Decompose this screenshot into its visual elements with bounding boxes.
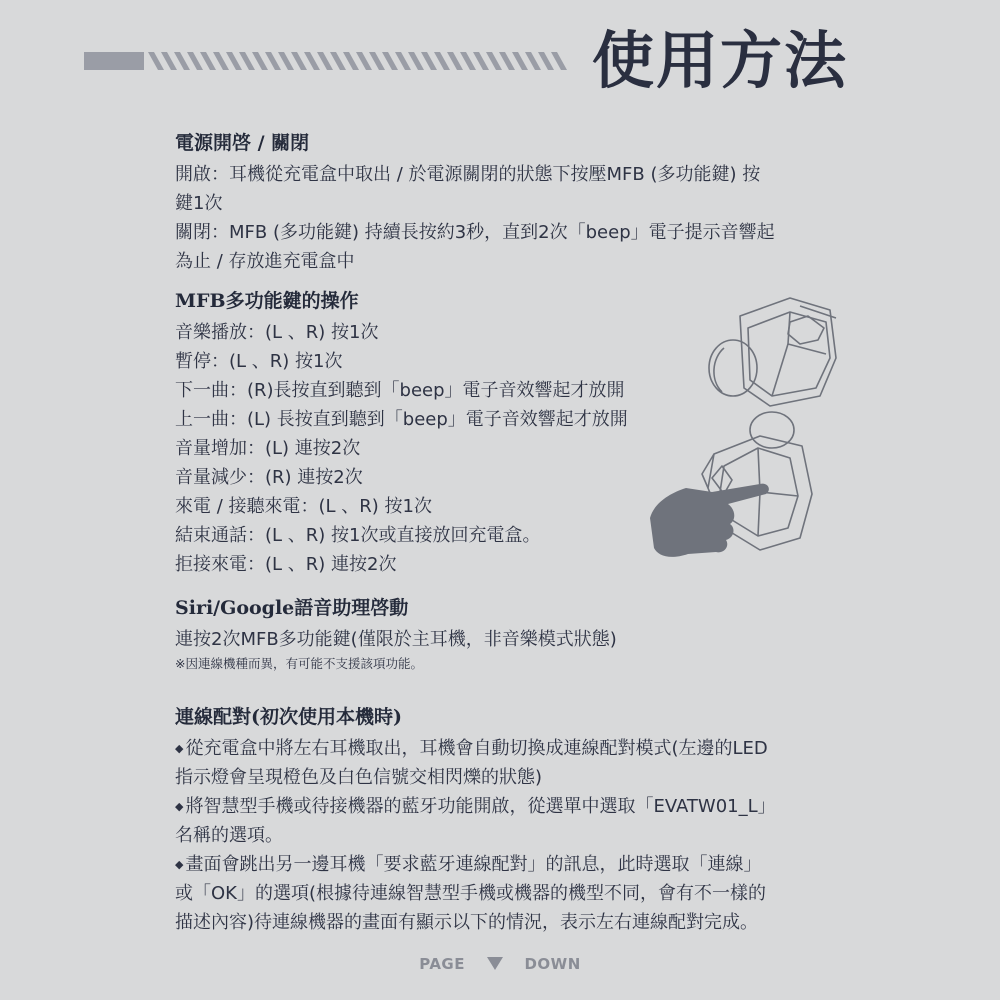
bullet-icon: ◆: [175, 742, 184, 755]
pairing-line-4: 名稱的選項。: [175, 825, 283, 846]
mfb-line-7: 來電 / 接聽來電：(L 、R) 按1次: [175, 496, 432, 517]
pointing-hand-icon: [650, 484, 769, 557]
header-stripes: [148, 52, 573, 70]
page-title: 使用方法: [592, 24, 849, 97]
pairing-title: 連線配對(初次使用本機時): [175, 706, 402, 728]
mfb-title: MFB多功能鍵的操作: [175, 290, 359, 312]
pairing-line-7: 描述內容)待連線機器的畫面有顯示以下的情況，表示左右連線配對完成。: [175, 912, 759, 933]
mfb-line-6: 音量減少：(R) 連按2次: [175, 467, 363, 488]
mfb-line-4: 上一曲：(L) 長按直到聽到「beep」電子音效響起才放開: [175, 409, 628, 430]
pairing-line-2: 指示燈會呈現橙色及白色信號交相閃爍的狀態): [175, 767, 543, 788]
pairing-text-5: 畫面會跳出另一邊耳機「要求藍牙連線配對」的訊息，此時選取「連線」: [185, 854, 762, 875]
mfb-line-3: 下一曲：(R)長按直到聽到「beep」電子音效響起才放開: [175, 380, 625, 401]
pairing-line-3: [175, 792, 835, 821]
assistant-line: 連按2次MFB多功能鍵(僅限於主耳機，非音樂模式狀態): [175, 629, 617, 650]
mfb-line-2: 暫停：(L 、R) 按1次: [175, 351, 343, 372]
pairing-line-6: 或「OK」的選項(根據待連線智慧型手機或機器的機型不同，會有不一樣的: [175, 883, 766, 904]
mfb-line-5: 音量增加：(L) 連按2次: [175, 438, 361, 459]
triangle-down-icon[interactable]: [487, 957, 503, 970]
power-line-2: 鍵1次: [175, 193, 223, 214]
assistant-note: ※因連線機種而異，有可能不支援該項功能。: [175, 656, 423, 671]
power-line-4: 為止 / 存放進充電盒中: [175, 251, 355, 272]
mfb-line-1: 音樂播放：(L 、R) 按1次: [175, 322, 379, 343]
power-title: 電源開啓 / 關閉: [175, 132, 310, 154]
pairing-line-5: [175, 850, 835, 879]
down-label[interactable]: DOWN: [524, 954, 581, 973]
power-line-3: 關閉：MFB (多功能鍵) 持續長按約3秒，直到2次「beep」電子提示音響起: [175, 222, 775, 243]
earbuds-illustration: [640, 288, 850, 578]
bullet-icon: ◆: [175, 858, 184, 871]
page-label[interactable]: PAGE: [419, 954, 465, 973]
assistant-section: [175, 595, 835, 674]
mfb-line-9: 拒接來電：(L 、R) 連按2次: [175, 554, 397, 575]
power-line-1: 開啟：耳機從充電盒中取出 / 於電源關閉的狀態下按壓MFB (多功能鍵) 按: [175, 164, 761, 185]
pairing-line-1: [175, 734, 835, 763]
mfb-line-8: 結束通話：(L 、R) 按1次或直接放回充電盒。: [175, 525, 541, 546]
assistant-title: Siri/Google語音助理啓動: [175, 597, 409, 619]
bullet-icon: ◆: [175, 800, 184, 813]
page-footer: [0, 954, 1000, 973]
header-bar: [84, 52, 144, 70]
power-section: [175, 130, 835, 276]
pairing-text-1: 從充電盒中將左右耳機取出，耳機會自動切換成連線配對模式(左邊的LED: [185, 738, 768, 759]
pairing-section: [175, 704, 835, 937]
pairing-text-3: 將智慧型手機或待接機器的藍牙功能開啟，從選單中選取「EVATW01_L」: [185, 796, 776, 817]
